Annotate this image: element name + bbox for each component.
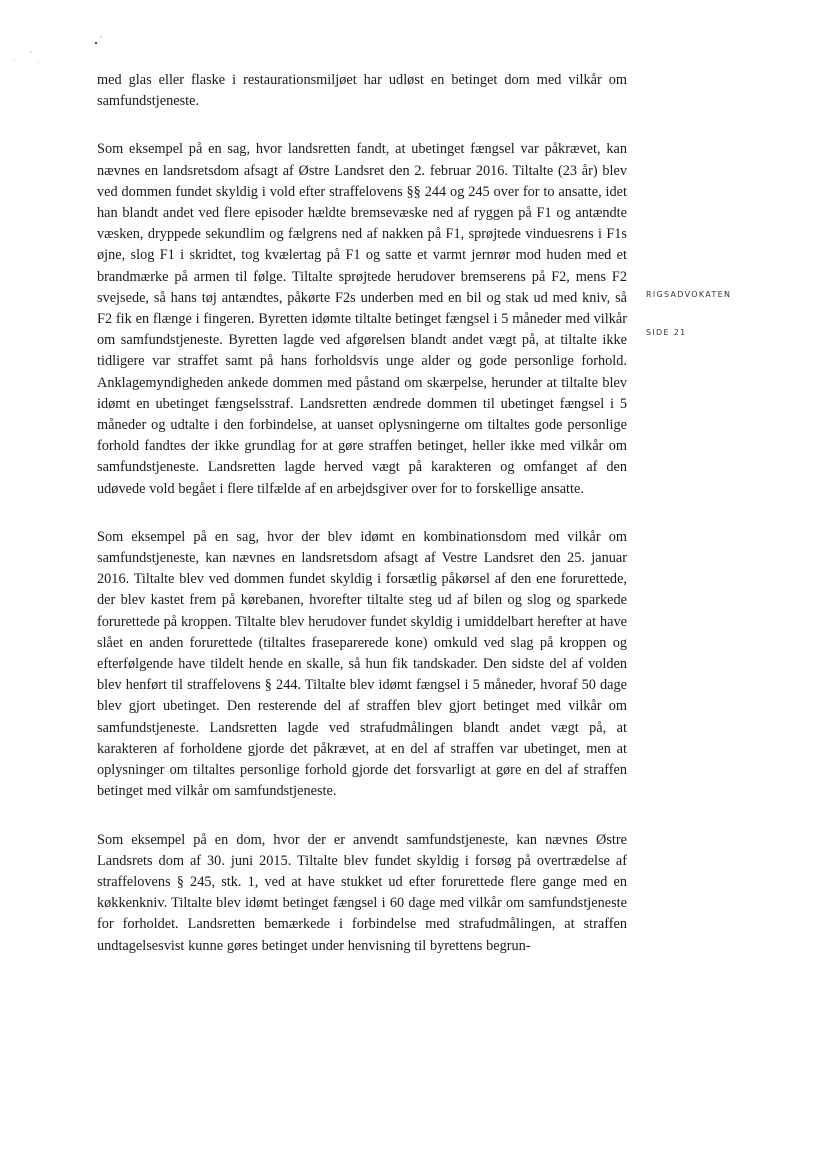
margin-page-number: SIDE 21 bbox=[646, 328, 687, 337]
margin-organization-label: RIGSADVOKATEN bbox=[646, 290, 732, 299]
paragraph-continuation: med glas eller flaske i restaurationsmiljøet har udløst en betinget dom med vilkår om samfundstjeneste. bbox=[97, 72, 627, 110]
scan-specks bbox=[0, 0, 120, 80]
paragraph-example-unconditional-prison: Som eksempel på en sag, hvor landsretten fandt, at ubetinget fængsel var påkrævet, kan nævnes en landsretsdom afsagt af Østre Landsret den 2. februar 2016. Tiltalte (23 år) blev ved dommen fundet skyldig i vold efter straffelovens §§ 244 og 245 over for to ansatte, idet han blandt andet ved flere episoder hældte bremsevæske ned af ryggen på F1 og antændte væsken, dryppede sekundlim og fælgrens ned af nakken på F1, sprøjtede vinduesrens i F1s øjne, slog F1 i skridtet, tog kvælertag på F1 og satte et varmt jernrør mod huden med et brandmærke på armen til følge. Tiltalte sprøjtede herudover bremserens på F2, mens F2 svejsede, så hans tøj antændtes, påkørte F2s underben med en bil og stak ud med kniv, så F2 fik en flænge i fingeren. Byretten idømte tiltalte betinget fængsel i 5 måneder med vilkår om samfundstjeneste. Byretten lagde ved afgørelsen blandt andet vægt på, at tiltalte ikke tidligere var straffet samt på hans forholdsvis unge alder og gode personlige forhold. Anklagemyndigheden ankede dommen med påstand om skærpelse, herunder at tiltalte blev idømt en ubetinget fængselsstraf. Landsretten ændrede dommen til ubetinget fængsel i 5 måneder og udtalte i den forbindelse, at uanset oplysningerne om tiltaltes gode personlige forhold fandtes der ikke grundlag for at gøre straffen betinget, heller ikke med vilkår om samfundstjeneste. Landsretten lagde herved vægt på karakteren og omfanget af den udøvede vold begået i flere tilfælde af en arbejdsgiver over for to forskellige ansatte. bbox=[97, 141, 627, 497]
paragraph-example-combination-sentence: Som eksempel på en sag, hvor der blev idømt en kombinationsdom med vilkår om samfundstjeneste, kan nævnes en landsretsdom afsagt af Vestre Landsret den 25. januar 2016. Tiltalte blev ved dommen fundet skyldig i forsætlig påkørsel af den ene forurettede, der blev kastet frem på kørebanen, hvorefter tiltalte steg ud af bilen og slog og sparkede forurettede på kroppen. Tiltalte blev herudover fundet skyldig i umiddelbart herefter at have slået en anden forurettede (tiltaltes fraseparerede kone) omkuld ved slag på kroppen og efterfølgende have tildelt hende en skalle, så hun fik tandskader. Den sidste del af volden blev henført til straffelovens § 244. Tiltalte blev idømt fængsel i 5 måneder, hvoraf 50 dage blev gjort ubetinget. Den resterende del af straffen blev gjort betinget med vilkår om samfundstjeneste. Landsretten lagde ved strafudmålingen blandt andet vægt på, at karakteren af forholdene gjorde det påkrævet, at en del af straffen var ubetinget, men at oplysninger om tiltaltes personlige forhold gjorde det forsvarligt at gøre en del af straffen betinget med vilkår om samfundstjeneste. bbox=[97, 528, 627, 800]
paragraph-example-community-service: Som eksempel på en dom, hvor der er anvendt samfundstjeneste, kan nævnes Østre Landsrets dom af 30. juni 2015. Tiltalte blev fundet skyldig i forsøg på overtrædelse af straffelovens § 245, stk. 1, ved at have stukket ud efter forurettede flere gange med en køkkenkniv. Tiltalte blev idømt betinget fængsel i 60 dage med vilkår om samfundstjeneste for forholdet. Landsretten bemærkede i forbindelse med strafudmålingen, at straffen undtagelsesvist kunne gøres betinget under henvisning til byrettens begrun- bbox=[97, 831, 627, 954]
document-body bbox=[97, 70, 627, 984]
